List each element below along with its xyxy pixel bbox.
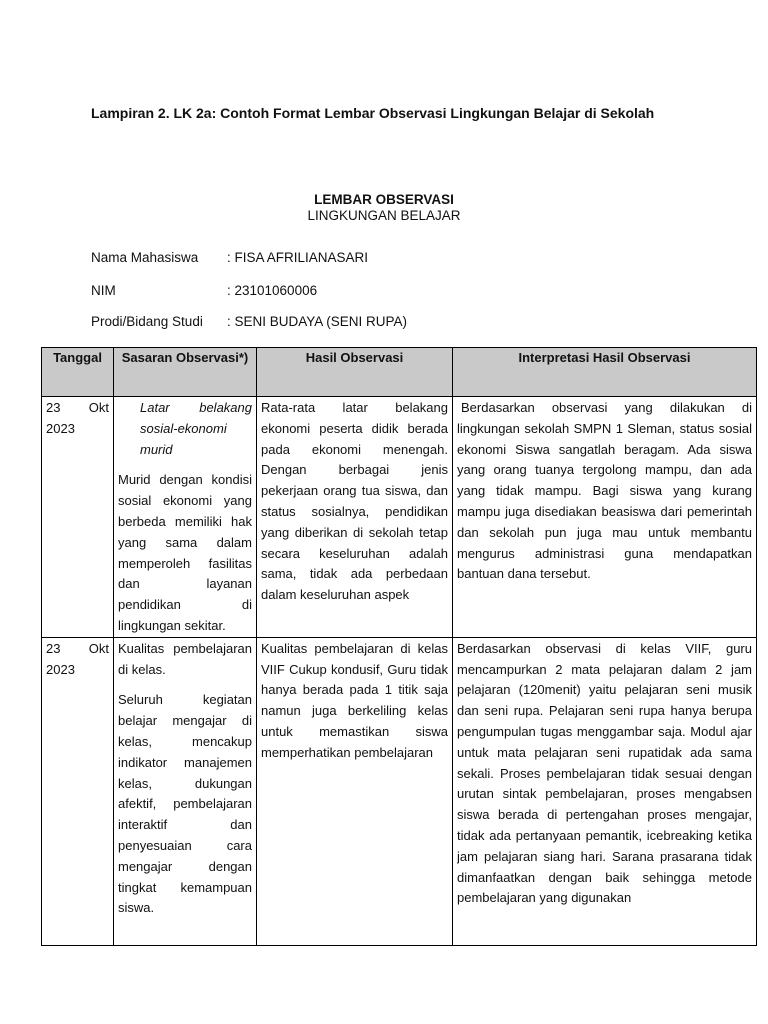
field-value: : 23101060006 — [227, 283, 318, 298]
field-value: : FISA AFRILIANASARI — [227, 250, 369, 265]
cell-target — [114, 637, 257, 945]
cell-interpretation: Berdasarkan observasi di kelas VIIF, guru mencampurkan 2 mata pelajaran dalam 2 jam pelajaran (120menit) yaitu pelajaran seni musik dan seni rupa. Pelajaran seni rupa hanya berupa pengumpulan tugas menggambar saja. Modul ajar untuk mata pelajaran seni rupatidak ada sama sekali. Proses pembelajaran tidak sesuai dengan urutan sintak pembelajaran, proses mengabsen siswa berada di pertengahan proses mengajar, tidak ada pertanyaan pemantik, icebreaking ketika jam pelajaran siang hari. Sarana prasarana tidak dimanfaatkan dengan baik sehingga metode pembelajaran yang digunakan — [453, 637, 757, 945]
target-title: Latar belakang sosial-ekonomi murid — [140, 400, 252, 457]
field-label: NIM — [91, 283, 116, 298]
attachment-heading: Lampiran 2. LK 2a: Contoh Format Lembar Observasi Lingkungan Belajar di Sekolah — [91, 105, 655, 121]
target-description: Seluruh kegiatan belajar mengajar di kelas, mencakup indikator manajemen kelas, dukungan afektif, pembelajaran interaktif dan penyesuaian cara mengajar dengan tingkat kemampuan siswa. — [118, 692, 252, 916]
header-target: Sasaran Observasi*) — [114, 348, 257, 397]
cell-result: Kualitas pembelajaran di kelas VIIF Cukup kondusif, Guru tidak hanya berada pada 1 titik saja namun juga berkeliling kelas untuk memastikan siswa memperhatikan pembelajaran — [257, 637, 453, 945]
header-result: Hasil Observasi — [257, 348, 453, 397]
cell-interpretation: Berdasarkan observasi yang dilakukan di lingkungan sekolah SMPN 1 Sleman, status sosial ekonomi Siswa sangatlah beragam. Ada siswa yang orang tuanya tergolong mampu, dan ada yang tidak mampu. Bagi siswa yang kurang mampu juga disediakan beasiswa dari pemerintah dan sekolah pun juga mau untuk membantu mengurus administrasi guna mendapatkan bantuan dana tersebut. — [453, 397, 757, 638]
field-student-name — [91, 250, 368, 265]
header-interpretation: Interpretasi Hasil Observasi — [453, 348, 757, 397]
table-row — [42, 397, 757, 638]
document-subtitle: LINGKUNGAN BELAJAR — [307, 208, 461, 223]
document-title: LEMBAR OBSERVASI — [314, 192, 454, 207]
field-nim — [91, 283, 317, 298]
target-description: Murid dengan kondisi sosial ekonomi yang berbeda memiliki hak yang sama dalam memperoleh fasilitas dan layanan pendidikan di lingkungan sekitar. — [118, 472, 252, 633]
table-row — [42, 637, 757, 945]
table-header-row — [42, 348, 757, 397]
cell-target — [114, 397, 257, 638]
field-label: Nama Mahasiswa — [91, 250, 199, 265]
header-date: Tanggal — [42, 348, 114, 397]
field-study-program — [91, 314, 407, 329]
field-label: Prodi/Bidang Studi — [91, 314, 203, 329]
field-value: : SENI BUDAYA (SENI RUPA) — [227, 314, 408, 329]
observation-table — [41, 347, 757, 946]
cell-date: 23 Okt 2023 — [42, 397, 114, 638]
target-title: Kualitas pembelajaran di kelas. — [118, 640, 252, 677]
cell-result: Rata-rata latar belakang ekonomi peserta didik berada pada ekonomi menengah. Dengan berbagai jenis pekerjaan orang tua siswa, dan status sosialnya, pendidikan yang diberikan di sekolah tetap secara keseluruhan adalah sama, tidak ada perbedaan dalam keseluruhan aspek — [257, 397, 453, 638]
cell-date: 23 Okt 2023 — [42, 637, 114, 945]
